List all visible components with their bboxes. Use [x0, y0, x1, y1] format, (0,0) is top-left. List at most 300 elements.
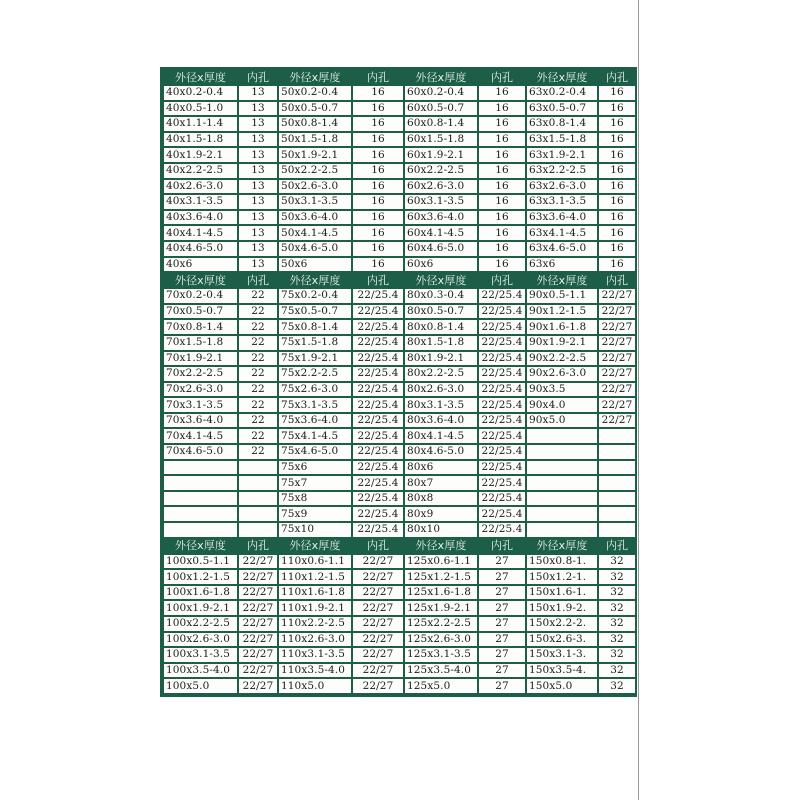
- table-row: [164, 679, 635, 693]
- table-row: [164, 320, 635, 334]
- spec-cell: 150x2.6-3.: [527, 633, 597, 647]
- spec-cell: [527, 429, 597, 443]
- spec-cell: 63x1.9-2.1: [527, 148, 597, 162]
- header-outer-diameter-thickness: 外径x厚度: [279, 70, 351, 84]
- inner-hole-cell: [239, 476, 277, 490]
- inner-hole-cell: 13: [239, 258, 277, 272]
- inner-hole-cell: 22/27: [599, 289, 635, 303]
- spec-cell: 75x10: [279, 523, 351, 537]
- inner-hole-cell: 32: [599, 679, 635, 693]
- spec-cell: 125x1.6-1.8: [405, 586, 477, 600]
- inner-hole-cell: 22: [239, 320, 277, 334]
- inner-hole-cell: 22/25.4: [353, 445, 403, 459]
- header-inner-hole: 内孔: [353, 70, 403, 84]
- table-row: [164, 86, 635, 100]
- spec-cell: 90x2.6-3.0: [527, 367, 597, 381]
- inner-hole-cell: 22/25.4: [479, 414, 525, 428]
- table-row: [164, 148, 635, 162]
- inner-hole-cell: 16: [599, 164, 635, 178]
- table-row: [164, 664, 635, 678]
- inner-hole-cell: [239, 523, 277, 537]
- inner-hole-cell: 22/27: [353, 633, 403, 647]
- inner-hole-cell: 32: [599, 570, 635, 584]
- spec-cell: 50x1.5-1.8: [279, 133, 351, 147]
- inner-hole-cell: 22/27: [353, 601, 403, 615]
- inner-hole-cell: 22/25.4: [353, 414, 403, 428]
- inner-hole-cell: 16: [479, 148, 525, 162]
- table-row: [164, 555, 635, 569]
- table-row: [164, 617, 635, 631]
- inner-hole-cell: 13: [239, 195, 277, 209]
- inner-hole-cell: 22/25.4: [479, 429, 525, 443]
- inner-hole-cell: 22/25.4: [479, 476, 525, 490]
- spec-cell: 75x2.6-3.0: [279, 383, 351, 397]
- section-header-row: [164, 70, 635, 84]
- spec-cell: 100x3.1-3.5: [164, 648, 237, 662]
- inner-hole-cell: 32: [599, 601, 635, 615]
- inner-hole-cell: 22/27: [599, 305, 635, 319]
- inner-hole-cell: 22/25.4: [353, 367, 403, 381]
- spec-cell: 60x3.6-4.0: [405, 211, 477, 225]
- spec-cell: 100x1.6-1.8: [164, 586, 237, 600]
- spec-cell: 100x2.2-2.5: [164, 617, 237, 631]
- inner-hole-cell: 22: [239, 383, 277, 397]
- spec-cell: 80x2.2-2.5: [405, 367, 477, 381]
- inner-hole-cell: 22/25.4: [479, 461, 525, 475]
- inner-hole-cell: 16: [599, 86, 635, 100]
- header-outer-diameter-thickness: 外径x厚度: [405, 273, 477, 287]
- table-row: [164, 633, 635, 647]
- spec-cell: 60x2.6-3.0: [405, 180, 477, 194]
- inner-hole-cell: 22/25.4: [353, 289, 403, 303]
- spec-cell: 60x1.5-1.8: [405, 133, 477, 147]
- spec-cell: 150x0.8-1.: [527, 555, 597, 569]
- spec-cell: 70x4.6-5.0: [164, 445, 237, 459]
- spec-cell: 70x3.6-4.0: [164, 414, 237, 428]
- table-row: [164, 461, 635, 475]
- spec-cell: 50x6: [279, 258, 351, 272]
- inner-hole-cell: 16: [479, 226, 525, 240]
- spec-cell: 75x8: [279, 492, 351, 506]
- inner-hole-cell: 16: [479, 258, 525, 272]
- inner-hole-cell: 22/27: [599, 367, 635, 381]
- spec-cell: 63x0.8-1.4: [527, 117, 597, 131]
- spec-cell: 125x0.6-1.1: [405, 555, 477, 569]
- header-inner-hole: 内孔: [239, 273, 277, 287]
- spec-cell: 40x3.6-4.0: [164, 211, 237, 225]
- inner-hole-cell: 16: [479, 211, 525, 225]
- spec-cell: 110x1.6-1.8: [279, 586, 351, 600]
- spec-cell: 70x2.2-2.5: [164, 367, 237, 381]
- table-row: [164, 414, 635, 428]
- spec-cell: 50x4.6-5.0: [279, 242, 351, 256]
- spec-cell: 110x2.2-2.5: [279, 617, 351, 631]
- table-row: [164, 523, 635, 537]
- spec-cell: 100x1.2-1.5: [164, 570, 237, 584]
- spec-cell: 75x2.2-2.5: [279, 367, 351, 381]
- table-row: [164, 445, 635, 459]
- spec-cell: [527, 476, 597, 490]
- inner-hole-cell: 22/27: [599, 383, 635, 397]
- table-row: [164, 164, 635, 178]
- header-inner-hole: 内孔: [353, 273, 403, 287]
- table-row: [164, 305, 635, 319]
- inner-hole-cell: 13: [239, 226, 277, 240]
- inner-hole-cell: [599, 492, 635, 506]
- spec-cell: 110x3.1-3.5: [279, 648, 351, 662]
- spec-cell: [527, 507, 597, 521]
- table-row: [164, 398, 635, 412]
- inner-hole-cell: 22/25.4: [353, 320, 403, 334]
- inner-hole-cell: 32: [599, 555, 635, 569]
- section-header-row: [164, 539, 635, 553]
- inner-hole-cell: 22/25.4: [479, 383, 525, 397]
- inner-hole-cell: 22/25.4: [479, 445, 525, 459]
- inner-hole-cell: [239, 507, 277, 521]
- spec-cell: 75x3.6-4.0: [279, 414, 351, 428]
- spec-cell: 60x6: [405, 258, 477, 272]
- inner-hole-cell: 27: [479, 617, 525, 631]
- inner-hole-cell: 16: [479, 164, 525, 178]
- spec-cell: 60x3.1-3.5: [405, 195, 477, 209]
- inner-hole-cell: 27: [479, 679, 525, 693]
- spec-cell: 75x0.2-0.4: [279, 289, 351, 303]
- header-inner-hole: 内孔: [239, 70, 277, 84]
- spec-cell: 63x2.6-3.0: [527, 180, 597, 194]
- inner-hole-cell: [599, 429, 635, 443]
- spec-cell: 80x6: [405, 461, 477, 475]
- spec-cell: [164, 507, 237, 521]
- spec-cell: 80x1.9-2.1: [405, 352, 477, 366]
- table-row: [164, 586, 635, 600]
- inner-hole-cell: 22/25.4: [479, 492, 525, 506]
- spec-cell: 70x1.5-1.8: [164, 336, 237, 350]
- spec-cell: [527, 492, 597, 506]
- header-outer-diameter-thickness: 外径x厚度: [164, 539, 237, 553]
- table-row: [164, 476, 635, 490]
- spec-cell: 75x0.8-1.4: [279, 320, 351, 334]
- header-outer-diameter-thickness: 外径x厚度: [405, 70, 477, 84]
- table-row: [164, 117, 635, 131]
- spec-table-sheet: [160, 67, 637, 697]
- spec-cell: 40x0.2-0.4: [164, 86, 237, 100]
- spec-cell: 80x1.5-1.8: [405, 336, 477, 350]
- inner-hole-cell: 13: [239, 102, 277, 116]
- inner-hole-cell: 22/25.4: [353, 398, 403, 412]
- spec-cell: 100x0.5-1.1: [164, 555, 237, 569]
- inner-hole-cell: 16: [479, 133, 525, 147]
- inner-hole-cell: 22/25.4: [353, 352, 403, 366]
- table-row: [164, 601, 635, 615]
- spec-cell: 80x3.6-4.0: [405, 414, 477, 428]
- inner-hole-cell: 16: [599, 102, 635, 116]
- inner-hole-cell: 32: [599, 633, 635, 647]
- inner-hole-cell: 22/27: [599, 336, 635, 350]
- inner-hole-cell: 16: [599, 180, 635, 194]
- inner-hole-cell: 16: [599, 195, 635, 209]
- spec-cell: 125x5.0: [405, 679, 477, 693]
- spec-cell: 80x0.5-0.7: [405, 305, 477, 319]
- inner-hole-cell: 22/25.4: [353, 523, 403, 537]
- spec-cell: 150x1.2-1.: [527, 570, 597, 584]
- spec-cell: 63x6: [527, 258, 597, 272]
- inner-hole-cell: 16: [353, 195, 403, 209]
- inner-hole-cell: 32: [599, 586, 635, 600]
- inner-hole-cell: 22/25.4: [353, 461, 403, 475]
- spec-cell: 110x2.6-3.0: [279, 633, 351, 647]
- spec-cell: 63x2.2-2.5: [527, 164, 597, 178]
- spec-cell: 100x3.5-4.0: [164, 664, 237, 678]
- header-outer-diameter-thickness: 外径x厚度: [527, 273, 597, 287]
- inner-hole-cell: 22/25.4: [479, 352, 525, 366]
- spec-cell: 125x3.5-4.0: [405, 664, 477, 678]
- spec-cell: 60x0.8-1.4: [405, 117, 477, 131]
- table-row: [164, 180, 635, 194]
- spec-cell: 50x0.8-1.4: [279, 117, 351, 131]
- table-row: [164, 258, 635, 272]
- inner-hole-cell: 22: [239, 305, 277, 319]
- spec-cell: 75x9: [279, 507, 351, 521]
- inner-hole-cell: 16: [353, 242, 403, 256]
- spec-cell: 40x1.1-1.4: [164, 117, 237, 131]
- inner-hole-cell: 22/27: [353, 586, 403, 600]
- spec-cell: 70x1.9-2.1: [164, 352, 237, 366]
- header-inner-hole: 内孔: [599, 70, 635, 84]
- header-outer-diameter-thickness: 外径x厚度: [164, 70, 237, 84]
- inner-hole-cell: 22/27: [239, 633, 277, 647]
- spec-cell: 70x3.1-3.5: [164, 398, 237, 412]
- header-inner-hole: 内孔: [239, 539, 277, 553]
- spec-cell: 63x4.1-4.5: [527, 226, 597, 240]
- table-row: [164, 226, 635, 240]
- spec-cell: 40x6: [164, 258, 237, 272]
- inner-hole-cell: 16: [479, 195, 525, 209]
- inner-hole-cell: 16: [599, 242, 635, 256]
- spec-cell: 80x4.6-5.0: [405, 445, 477, 459]
- inner-hole-cell: 22/27: [599, 320, 635, 334]
- inner-hole-cell: 16: [599, 148, 635, 162]
- header-inner-hole: 内孔: [353, 539, 403, 553]
- inner-hole-cell: 22/27: [599, 398, 635, 412]
- spec-cell: [164, 476, 237, 490]
- inner-hole-cell: 16: [479, 86, 525, 100]
- inner-hole-cell: 16: [353, 226, 403, 240]
- inner-hole-cell: 22/27: [353, 617, 403, 631]
- spec-cell: 90x1.6-1.8: [527, 320, 597, 334]
- inner-hole-cell: 13: [239, 117, 277, 131]
- header-inner-hole: 内孔: [479, 70, 525, 84]
- spec-cell: 50x2.2-2.5: [279, 164, 351, 178]
- inner-hole-cell: 22/27: [599, 352, 635, 366]
- spec-cell: 75x6: [279, 461, 351, 475]
- inner-hole-cell: [599, 445, 635, 459]
- spec-cell: 75x4.6-5.0: [279, 445, 351, 459]
- inner-hole-cell: 27: [479, 664, 525, 678]
- spec-cell: 110x0.6-1.1: [279, 555, 351, 569]
- spec-cell: 40x4.6-5.0: [164, 242, 237, 256]
- spec-cell: 150x1.6-1.: [527, 586, 597, 600]
- spec-cell: 110x1.2-1.5: [279, 570, 351, 584]
- spec-cell: 50x0.2-0.4: [279, 86, 351, 100]
- table-row: [164, 133, 635, 147]
- spec-cell: 150x3.1-3.: [527, 648, 597, 662]
- inner-hole-cell: 16: [353, 180, 403, 194]
- spec-cell: 80x10: [405, 523, 477, 537]
- inner-hole-cell: 16: [599, 211, 635, 225]
- inner-hole-cell: [239, 492, 277, 506]
- spec-cell: 90x3.5: [527, 383, 597, 397]
- inner-hole-cell: 22/25.4: [353, 336, 403, 350]
- spec-cell: 70x4.1-4.5: [164, 429, 237, 443]
- spec-cell: 50x3.1-3.5: [279, 195, 351, 209]
- header-inner-hole: 内孔: [479, 539, 525, 553]
- inner-hole-cell: 22/27: [353, 555, 403, 569]
- spec-cell: 75x3.1-3.5: [279, 398, 351, 412]
- spec-cell: 80x9: [405, 507, 477, 521]
- inner-hole-cell: 22/27: [239, 586, 277, 600]
- inner-hole-cell: 27: [479, 633, 525, 647]
- spec-cell: 63x3.1-3.5: [527, 195, 597, 209]
- inner-hole-cell: 22: [239, 398, 277, 412]
- inner-hole-cell: 16: [479, 102, 525, 116]
- inner-hole-cell: [239, 461, 277, 475]
- inner-hole-cell: 13: [239, 133, 277, 147]
- inner-hole-cell: 22/27: [353, 570, 403, 584]
- spec-cell: 70x0.2-0.4: [164, 289, 237, 303]
- inner-hole-cell: 22/25.4: [479, 398, 525, 412]
- inner-hole-cell: 22: [239, 336, 277, 350]
- spec-cell: 100x5.0: [164, 679, 237, 693]
- spec-cell: 125x1.2-1.5: [405, 570, 477, 584]
- spec-cell: 50x2.6-3.0: [279, 180, 351, 194]
- inner-hole-cell: 16: [353, 258, 403, 272]
- table-row: [164, 492, 635, 506]
- spec-cell: 40x4.1-4.5: [164, 226, 237, 240]
- inner-hole-cell: 22: [239, 367, 277, 381]
- inner-hole-cell: 22/27: [353, 679, 403, 693]
- page-edge-divider: [638, 0, 639, 800]
- inner-hole-cell: 13: [239, 148, 277, 162]
- header-inner-hole: 内孔: [479, 273, 525, 287]
- inner-hole-cell: 22/27: [239, 555, 277, 569]
- header-outer-diameter-thickness: 外径x厚度: [527, 539, 597, 553]
- spec-cell: 150x1.9-2.: [527, 601, 597, 615]
- inner-hole-cell: 22: [239, 429, 277, 443]
- spec-cell: 40x2.6-3.0: [164, 180, 237, 194]
- inner-hole-cell: 22/25.4: [353, 507, 403, 521]
- inner-hole-cell: 16: [479, 117, 525, 131]
- table-row: [164, 648, 635, 662]
- spec-cell: 80x8: [405, 492, 477, 506]
- inner-hole-cell: 22: [239, 414, 277, 428]
- inner-hole-cell: 16: [599, 117, 635, 131]
- spec-cell: 90x0.5-1.1: [527, 289, 597, 303]
- table-row: [164, 383, 635, 397]
- inner-hole-cell: 22/25.4: [479, 320, 525, 334]
- inner-hole-cell: 22/25.4: [353, 429, 403, 443]
- inner-hole-cell: 13: [239, 164, 277, 178]
- inner-hole-cell: 22/27: [239, 679, 277, 693]
- spec-cell: 70x0.5-0.7: [164, 305, 237, 319]
- spec-cell: 90x4.0: [527, 398, 597, 412]
- inner-hole-cell: 22/27: [353, 664, 403, 678]
- inner-hole-cell: 22/27: [599, 414, 635, 428]
- section-header-row: [164, 273, 635, 287]
- spec-cell: [527, 523, 597, 537]
- table-row: [164, 195, 635, 209]
- spec-cell: 50x3.6-4.0: [279, 211, 351, 225]
- table-row: [164, 102, 635, 116]
- spec-cell: 125x1.9-2.1: [405, 601, 477, 615]
- spec-cell: 60x1.9-2.1: [405, 148, 477, 162]
- spec-cell: 63x4.6-5.0: [527, 242, 597, 256]
- inner-hole-cell: 27: [479, 586, 525, 600]
- spec-cell: 40x0.5-1.0: [164, 102, 237, 116]
- inner-hole-cell: 22/25.4: [353, 305, 403, 319]
- spec-cell: 75x1.5-1.8: [279, 336, 351, 350]
- spec-cell: 63x0.2-0.4: [527, 86, 597, 100]
- header-inner-hole: 内孔: [599, 539, 635, 553]
- header-outer-diameter-thickness: 外径x厚度: [527, 70, 597, 84]
- inner-hole-cell: 22/25.4: [479, 507, 525, 521]
- spec-cell: 50x0.5-0.7: [279, 102, 351, 116]
- spec-cell: 75x7: [279, 476, 351, 490]
- inner-hole-cell: 22/25.4: [479, 305, 525, 319]
- table-row: [164, 242, 635, 256]
- inner-hole-cell: 16: [353, 117, 403, 131]
- spec-cell: [527, 461, 597, 475]
- inner-hole-cell: 27: [479, 648, 525, 662]
- inner-hole-cell: 16: [599, 226, 635, 240]
- table-row: [164, 289, 635, 303]
- inner-hole-cell: 16: [353, 133, 403, 147]
- spec-cell: 40x1.9-2.1: [164, 148, 237, 162]
- spec-cell: 80x3.1-3.5: [405, 398, 477, 412]
- spec-cell: 80x0.8-1.4: [405, 320, 477, 334]
- inner-hole-cell: 32: [599, 648, 635, 662]
- spec-cell: 60x0.5-0.7: [405, 102, 477, 116]
- inner-hole-cell: [599, 461, 635, 475]
- inner-hole-cell: 22/25.4: [479, 367, 525, 381]
- spec-table: [162, 68, 637, 695]
- spec-cell: 63x0.5-0.7: [527, 102, 597, 116]
- spec-cell: 125x3.1-3.5: [405, 648, 477, 662]
- spec-cell: 90x2.2-2.5: [527, 352, 597, 366]
- spec-cell: 60x4.1-4.5: [405, 226, 477, 240]
- inner-hole-cell: 13: [239, 180, 277, 194]
- inner-hole-cell: 16: [353, 211, 403, 225]
- inner-hole-cell: 22: [239, 352, 277, 366]
- inner-hole-cell: 16: [479, 242, 525, 256]
- spec-cell: 110x3.5-4.0: [279, 664, 351, 678]
- spec-cell: 50x4.1-4.5: [279, 226, 351, 240]
- inner-hole-cell: 16: [353, 86, 403, 100]
- spec-cell: 125x2.2-2.5: [405, 617, 477, 631]
- spec-cell: 40x3.1-3.5: [164, 195, 237, 209]
- spec-cell: 110x1.9-2.1: [279, 601, 351, 615]
- inner-hole-cell: 27: [479, 555, 525, 569]
- spec-cell: 60x4.6-5.0: [405, 242, 477, 256]
- header-outer-diameter-thickness: 外径x厚度: [279, 539, 351, 553]
- inner-hole-cell: 22/25.4: [353, 492, 403, 506]
- spec-cell: 100x1.9-2.1: [164, 601, 237, 615]
- spec-cell: 70x0.8-1.4: [164, 320, 237, 334]
- inner-hole-cell: 22: [239, 289, 277, 303]
- spec-cell: 63x3.6-4.0: [527, 211, 597, 225]
- table-row: [164, 352, 635, 366]
- spec-cell: 100x2.6-3.0: [164, 633, 237, 647]
- table-row: [164, 429, 635, 443]
